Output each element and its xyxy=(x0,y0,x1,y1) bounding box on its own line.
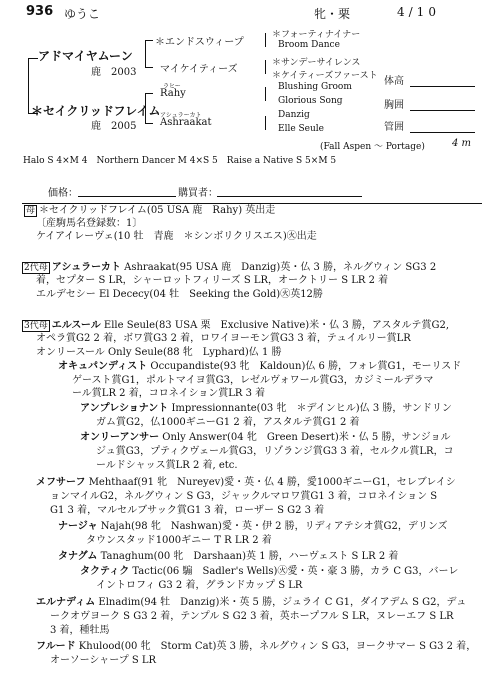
c7-line-1: タクティク Tactic(06 騸 Sadler's Wells)㊋愛・英・豪 3 勝，カラ C G3，バーレ xyxy=(80,566,459,577)
c3-line-1: オンリーアンサー Only Answer(04 牝 Green Desert)米・仏 5 勝，サンジョル xyxy=(80,432,451,443)
cannon-blank[interactable] xyxy=(410,132,475,133)
gen3-name: エルスール xyxy=(51,320,101,331)
c7-line-2: イントロフィ G3 2 着，グランドカップ S LR xyxy=(96,580,303,591)
sire-dam-sire: ＊サンデーサイレンス xyxy=(272,58,361,68)
gen2-label: 2代母 xyxy=(24,263,48,273)
c3-line-2: ジュ賞G3，プティクヴェール賞G3，リゾランジ賞G3 3 着，セルクル賞LR，コ xyxy=(96,446,454,457)
chest-label: 胸囲 xyxy=(384,100,404,111)
dam-sire-kana: ラヒー xyxy=(163,83,181,90)
dam-record-3: ケイアイレーヴェ(10 牡 青鹿 ＊シンボリクリスエス)㊋出走 xyxy=(36,231,317,242)
price-label: 価格： xyxy=(48,188,78,199)
c8-name: エルナディム xyxy=(36,597,96,608)
c6-line-1: タナグム Tanaghum(00 牝 Darshaan)英 1 勝，ハーヴェスト S LR 2 着 xyxy=(58,551,399,562)
c3-name: オンリーアンサー xyxy=(80,432,160,443)
sire-sire-dam: Broom Dance xyxy=(278,40,340,50)
c4-name: メフサーフ xyxy=(36,477,86,488)
c5-line-1: ナージャ Najah(98 牝 Nashwan)愛・英・伊 2 勝，リディアテシオ賞G2，デリンズ xyxy=(58,521,448,532)
horse-name: ゆうこ xyxy=(64,7,101,21)
dam-label: 母 xyxy=(26,206,36,216)
c5-line-2: タウンスタッド1000ギニー T R LR 2 着 xyxy=(86,535,272,546)
c4-line-3: G1 3 着，マルセルブサック賞G1 3 着，ローザー S G2 3 着 xyxy=(50,505,325,516)
gen3-record-3: オンリースール Only Seule(88 牝 Lyphard)仏 1 勝 xyxy=(36,347,282,358)
dam-color-year: 鹿 2005 xyxy=(91,121,137,132)
height-blank[interactable] xyxy=(410,86,475,87)
c8-line-2: ークオヴヨーク S G3 2 着，テンプル S G2 3 着，英ホープフル S LR，ヌレーエフ S LR xyxy=(50,611,454,622)
dam-sire-dam: Glorious Song xyxy=(278,96,343,106)
c7-name: タクティク xyxy=(80,566,130,577)
sire-dam-dam: ＊ケイティーズファースト xyxy=(272,71,378,81)
sire-name: アドマイヤムーン xyxy=(38,49,133,63)
dam-dam: Ashraakat xyxy=(160,117,212,128)
dam-record-2: 〔産駒馬名登録数：1〕 xyxy=(36,218,143,229)
birth-date: 4/10 xyxy=(397,5,440,19)
c2-name: アンプレショナント xyxy=(80,403,169,414)
c3-line-3: ールドシャッス賞LR 2 着, etc. xyxy=(96,460,238,471)
c1-line-1: オキュパンディスト Occupandiste(93 牝 Kaldoun)仏 6 勝，フォレ賞G1，モーリスド xyxy=(58,361,462,372)
dam-dam-kana: アシュラーカト xyxy=(160,112,202,119)
dam-dam-dam: Elle Seule xyxy=(278,124,325,134)
cannon-label: 管囲 xyxy=(384,122,404,133)
chest-blank[interactable] xyxy=(410,110,475,111)
gen2-record-3: エルデセシー El Dececy(04 牡 Seeking the Gold)㊋英12勝 xyxy=(36,289,323,300)
c1-line-3: ール賞LR 2 着，コロネイション賞LR 3 着 xyxy=(72,388,266,399)
c2-line-2: ガム賞G2，仏1000ギニーG1 2 着，アスタルテ賞G1 2 着 xyxy=(96,417,360,428)
inbreeding-line: Halo S 4×M 4 Northern Dancer M 4×S 5 Raise a Native S 5×M 5 xyxy=(23,156,337,166)
c9-line-1: フルード Khulood(00 牝 Storm Cat)英 3 勝，ネルグウィン S G3，ヨークサマー S G3 2 着， xyxy=(36,641,477,652)
c9-line-2: オーソーシャープ S LR xyxy=(50,655,157,666)
c6-name: タナグム xyxy=(58,551,98,562)
sex-color: 牝・栗 xyxy=(314,7,351,21)
sire-sire: ＊エンドスウィープ xyxy=(155,37,244,48)
height-label: 体高 xyxy=(384,76,404,87)
c8-line-1: エルナディム Elnadim(94 牡 Danzig)米・英 5 勝，ジュライ C G1，ダイアデム S G2，デュ xyxy=(36,597,467,608)
gen2-record-2: 着，セプター S LR，シャーロットフィリーズ S LR，オークトリー S LR 2 着 xyxy=(36,275,389,286)
buyer-label: 購買者： xyxy=(178,188,218,199)
dam-sire-sire: Blushing Groom xyxy=(278,82,352,92)
gen3-label: 3代母 xyxy=(24,321,48,331)
c1-name: オキュパンディスト xyxy=(58,361,148,372)
family-number: 4 m xyxy=(452,138,472,149)
gen3-record-2: オペラ賞G2 2 着，ボワ賞G3 2 着，ロワイヨーモン賞G3 3 着，テュイルリー賞LR xyxy=(36,333,411,344)
price-blank[interactable] xyxy=(78,196,176,197)
dam-dam-sire: Danzig xyxy=(278,110,310,120)
sire-dam: マイケイティーズ xyxy=(160,64,238,75)
gen2-name: アシュラーカト xyxy=(51,262,121,273)
sire-color-year: 鹿 2003 xyxy=(91,67,137,78)
gen3-record-1: 3代母 エルスール Elle Seule(83 USA 栗 Exclusive Native)米・仏 3 勝，アスタルテ賞G2, xyxy=(24,320,450,331)
family-note: (Fall Aspen ～ Portage) xyxy=(320,142,425,152)
lot-number: 936 xyxy=(26,4,54,19)
c5-name: ナージャ xyxy=(58,521,98,532)
dam-sire: Rahy xyxy=(160,88,186,99)
c8-line-3: 3 着，種牡馬 xyxy=(50,625,110,636)
buyer-blank[interactable] xyxy=(217,196,362,197)
dam-record-1: 母 ＊セイクリッドフレイム(05 USA 鹿 Rahy) 英出走 xyxy=(26,205,276,216)
c4-line-1: メフサーフ Mehthaaf(91 牝 Nureyev)愛・英・仏 4 勝，愛1000ギニーG1，セレブレイシ xyxy=(36,477,456,488)
gen2-record-1: 2代母 アシュラーカト Ashraakat(95 USA 鹿 Danzig)英・仏 3 勝，ネルグウィン SG3 2 xyxy=(24,262,437,273)
c2-line-1: アンプレショナント Impressionnante(03 牝 ＊デインヒル)仏 3 勝，サンドリン xyxy=(80,403,452,414)
c9-name: フルード xyxy=(36,641,76,652)
c1-line-2: ゲースト賞G1，ポルトマイヨ賞G3，レゼルヴォワール賞G3，カジミールデラマ xyxy=(72,375,434,386)
sire-sire-sire: ＊フォーティナイナー xyxy=(272,30,361,40)
dam-name: ＊セイクリッドフレイム xyxy=(31,104,161,118)
c4-line-2: ョンマイルG2，ネルグウィン S G3，ジャックルマロワ賞G1 3 着，コロネイション S xyxy=(50,491,438,502)
